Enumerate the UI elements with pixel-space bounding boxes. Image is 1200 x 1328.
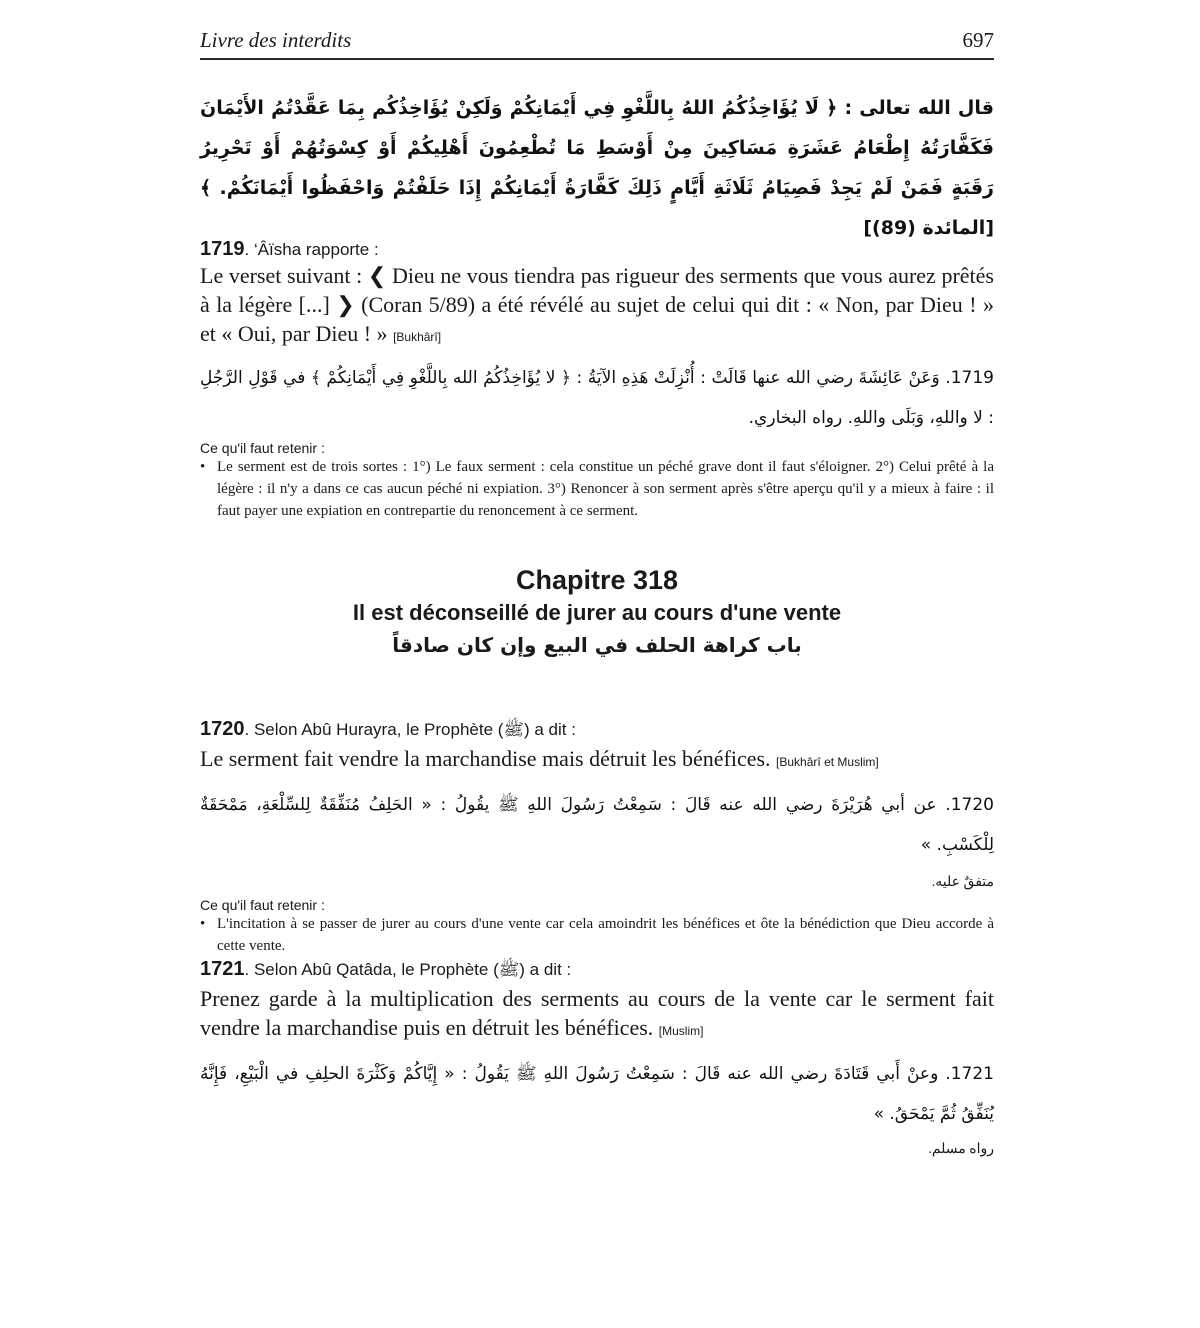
- hadith-heading: [200, 958, 994, 984]
- bullet-icon: •: [200, 459, 206, 475]
- chapter-title-fr: Il est déconseillé de jurer au cours d'une vente: [352, 600, 842, 625]
- book-page: [200, 0, 994, 1328]
- hadith-number: 1721: [200, 958, 245, 980]
- running-header: [200, 28, 994, 60]
- retain-label: Ce qu'il faut retenir :: [200, 897, 325, 913]
- retain-label: Ce qu'il faut retenir :: [200, 440, 325, 456]
- retain-item-text: Le serment est de trois sortes : 1°) Le faux serment : cela constitue un péché grave dont il faut s'éloigner. 2°) Celui prêté à la légère : il n'y a dans ce cas aucun péché ni expiation. 3°) Renoncer à son serment après s'être aperçu qu'il y a mieux à faire : il faut payer une expiation en contrepartie du renoncement à ce serment.: [217, 459, 994, 519]
- hadith-number: 1719: [200, 238, 245, 260]
- hadith-narrator: . Selon Abû Hurayra, le Prophète (ﷺ) a dit :: [244, 720, 576, 739]
- hadith-reference: [Bukhârî]: [393, 330, 442, 344]
- bullet-icon: •: [200, 916, 206, 932]
- hadith-1719: [200, 238, 994, 522]
- chapter-heading: [200, 562, 994, 662]
- hadith-reference: [Muslim]: [658, 1024, 704, 1038]
- hadith-text: Le verset suivant : ❮ Dieu ne vous tiendra pas rigueur des serments que vous aurez prêtés à la légère [...] ❯ (Coran 5/89) a été révélé au sujet de celui qui dit : « Non, par Dieu ! » et « Oui, par Dieu ! »: [200, 263, 994, 346]
- hadith-narrator: . Selon Abû Qatâda, le Prophète (ﷺ) a dit :: [244, 960, 572, 979]
- chapter-title-ar: باب كراهة الحلف في البيع وإن كان صادقاً: [392, 633, 802, 657]
- hadith-text-fr: [200, 984, 994, 1046]
- hadith-1721: [200, 958, 994, 1160]
- hadith-narrator: . ‘Âïsha rapporte :: [244, 240, 379, 259]
- page-number: 697: [962, 28, 994, 52]
- hadith-text-fr: [200, 261, 994, 352]
- hadith-text-arabic: 1721. وعنْ أَبي قَتَادَةَ رضي الله عنه قَالَ : سَمِعْتُ رَسُولَ اللهِ ﷺ يَقُولُ : « إِيَّاكُمْ وَكَثْرَةَ الحلِفِ في الْبَيْعِ، فَإِنَّهُ يُنَفِّقُ ثُمَّ يَمْحَقُ. »: [200, 1064, 994, 1124]
- retain-item-text: L'incitation à se passer de jurer au cours d'une vente car cela amoindrit les bénéfices et ôte la bénédiction que Dieu accorde à cette vente.: [217, 916, 994, 954]
- hadith-text-arabic: 1719. وَعَنْ عَائِشَةَ رضي الله عنها قَالَتْ : أُنْزِلَتْ هَذِهِ الآيَةُ : ﴿ لا يُؤَاخِذُكُمُ الله بِاللَّغْوِ فِي أَيْمَانِكُمْ ﴾ في قَوْلِ الرَّجُلِ : لا واللهِ، وَبَلَى واللهِ. رواه البخاري.: [200, 368, 994, 428]
- hadith-text-arabic: 1720. عن أبي هُرَيْرَةَ رضي الله عنه قَالَ : سَمِعْتُ رَسُولَ اللهِ ﷺ يقُولُ : « الحَلِفُ مُنَفِّقَةٌ لِلسِّلْعَةِ، مَمْحَقَةٌ لِلْكَسْبِ. »: [200, 795, 994, 855]
- hadith-text: Prenez garde à la multiplication des serments au cours de la vente car le serment fait vendre la marchandise puis en détruit les bénéfices.: [200, 986, 994, 1040]
- retain-item: [200, 913, 994, 957]
- hadith-source-arabic: رواه مسلم.: [928, 1142, 994, 1157]
- retain-item: [200, 456, 994, 522]
- quran-verse-arabic: قال الله تعالى : ﴿ لَا يُؤَاخِذُكُمُ اللهُ بِاللَّغْوِ فِي أَيْمَانِكُمْ وَلَكِنْ يُؤَاخِذُكُم بِمَا عَقَّدْتُمُ الأَيْمَانَ فَكَفَّارَتُهُ إِطْعَامُ عَشَرَةِ مَسَاكِينَ مِنْ أَوْسَطِ مَا تُطْعِمُونَ أَهْلِيكُمْ أَوْ كِسْوَتُهُمْ أَوْ تَحْرِيرُ رَقَبَةٍ فَمَنْ لَمْ يَجِدْ فَصِيَامُ ثَلَاثَةِ أَيَّامٍ ذَلِكَ كَفَّارَةُ أَيْمَانِكُمْ إِذَا حَلَفْتُمْ وَاحْفَظُوا أَيْمَانَكُمْ. ﴾ [المائدة (89)]: [200, 97, 994, 239]
- hadith-heading: [200, 238, 994, 261]
- hadith-1720: [200, 718, 994, 957]
- hadith-text: Le serment fait vendre la marchandise mais détruit les bénéfices.: [200, 746, 771, 771]
- hadith-text-fr: [200, 744, 994, 777]
- chapter-number: Chapitre 318: [515, 565, 679, 595]
- hadith-number: 1720: [200, 718, 245, 740]
- hadith-source-arabic: متفقٌ عليه.: [931, 875, 994, 890]
- hadith-reference: [Bukhârî et Muslim]: [776, 755, 879, 769]
- hadith-heading: [200, 718, 994, 744]
- running-title: Livre des interdits: [200, 28, 352, 52]
